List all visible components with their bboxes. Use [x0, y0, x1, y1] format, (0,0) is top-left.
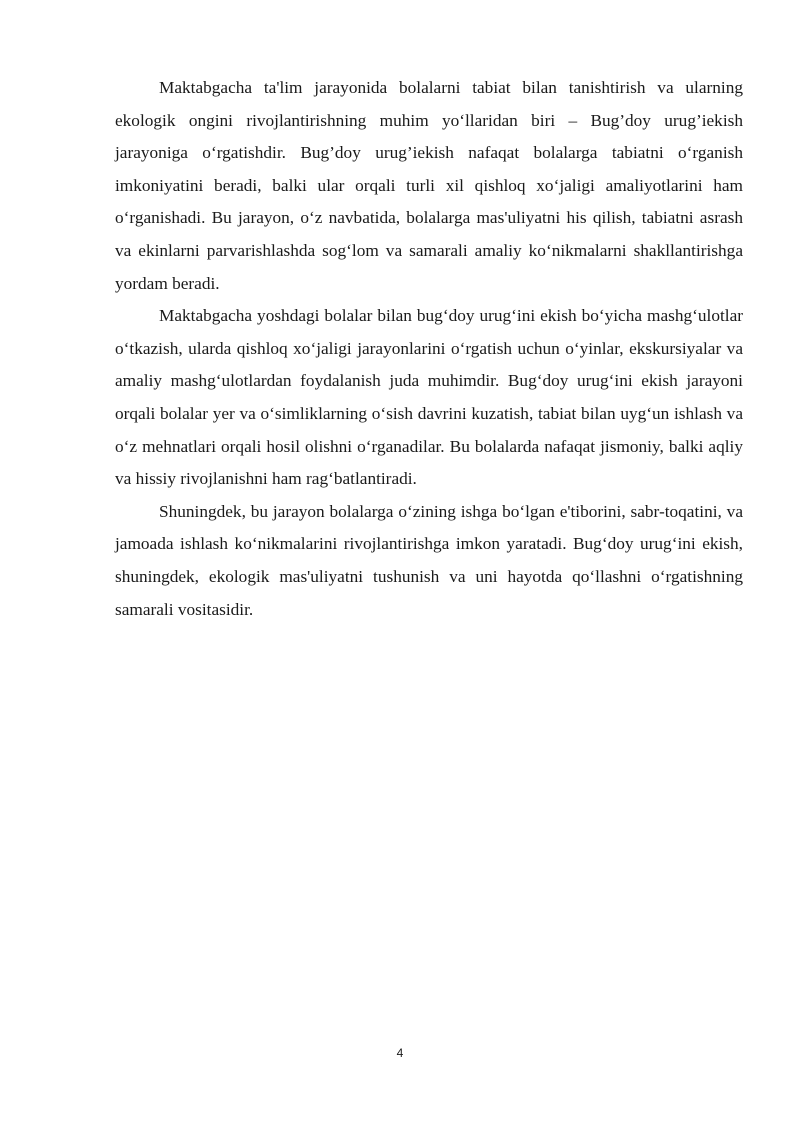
paragraph-1: Maktabgacha ta'lim jarayonida bolalarni tabiat bilan tanishtirish va ularning ekologik ongini rivojlantirishning muhim yo‘llaridan biri – Bug’doy urug’iekish jarayoniga o‘rgatishdir. Bug’doy urug’iekish nafaqat bolalarga tabiatni o‘rganish imkoniyatini beradi, balki ular orqali turli xil qishloq xo‘jaligi amaliyotlarini ham o‘rganishadi. Bu jarayon, o‘z navbatida, bolalarga mas'uliyatni his qilish, tabiatni asrash va ekinlarni parvarishlashda sog‘lom va samarali amaliy ko‘nikmalarni shakllantirishga yordam beradi.	[115, 78, 743, 293]
paragraph-3: Shuningdek, bu jarayon bolalarga o‘zining ishga bo‘lgan e'tiborini, sabr-toqatini, va jamoada ishlash ko‘nikmalarini rivojlantirishga imkon yaratadi. Bug‘doy urug‘ini ekish, shuningdek, ekologik mas'uliyatni tushunish va uni hayotda qo‘llashni o‘rgatishning samarali vositasidir.	[115, 501, 743, 619]
body-text	[115, 72, 743, 626]
page-number: 4	[396, 1046, 404, 1060]
paragraph-2: Maktabgacha yoshdagi bolalar bilan bug‘doy urug‘ini ekish bo‘yicha mashg‘ulotlar o‘tkazish, ularda qishloq xo‘jaligi jarayonlarini o‘rgatish uchun o‘yinlar, ekskursiyalar va amaliy mashg‘ulotlardan foydalanish juda muhimdir. Bug‘doy urug‘ini ekish jarayoni orqali bolalar yer va o‘simliklarning o‘sish davrini kuzatish, tabiat bilan uyg‘un ishlash va o‘z mehnatlari orqali hosil olishni o‘rganadilar. Bu bolalarda nafaqat jismoniy, balki aqliy va hissiy rivojlanishni ham rag‘batlantiradi.	[115, 306, 743, 489]
